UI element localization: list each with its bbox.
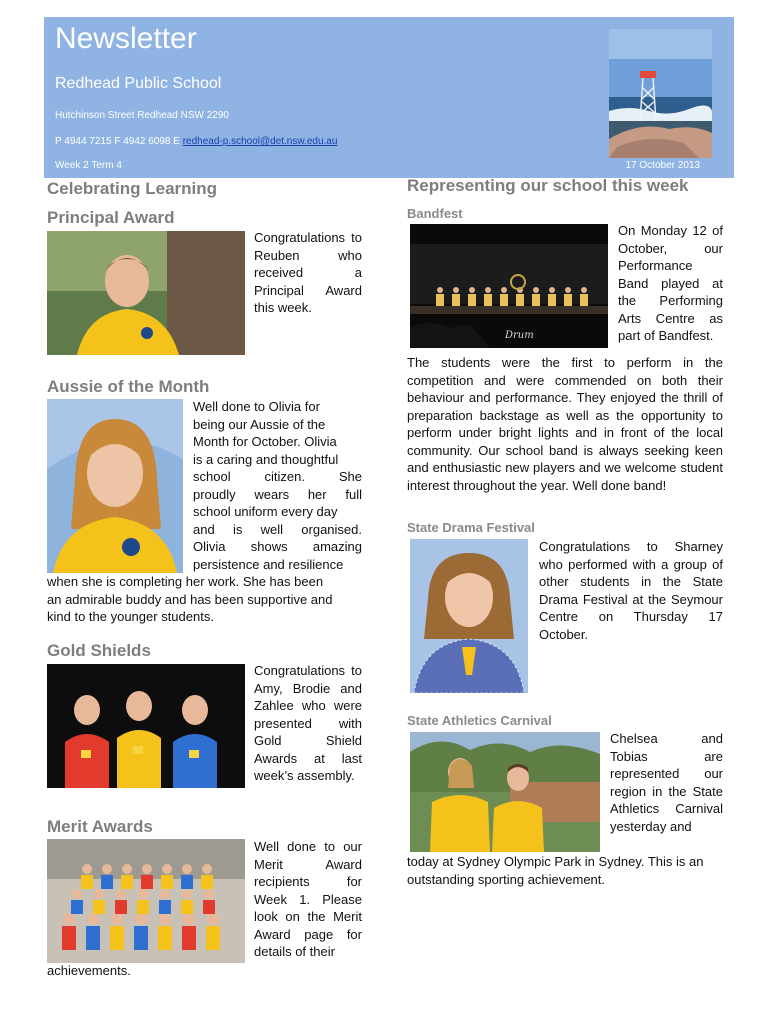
drum-logo-text: Drum [505,330,534,341]
state-drama-text: Congratulations to Sharney who performed with a group of other students in the State Drama Festival at the Seymour Centre on Thursday 17 October. [539,539,723,642]
merit-awards-text-tail: achievements. [47,963,131,978]
school-contact [55,136,337,147]
principal-award-text: Congratulations to Reuben who received a Principal Award this week. [254,230,362,315]
merit-awards-heading: Merit Awards [47,817,153,836]
aussie-line: when she is completing her work. She has been [47,574,324,589]
aussie-line: proudly wears her full [193,486,362,502]
aussie-line: kind to the younger students. [47,609,214,624]
school-name: Redhead Public School [55,75,222,92]
aussie-line: persistence and resilience [193,556,344,572]
bandfest-lead-text: On Monday 12 of October, our Performance Band played at the Performing Arts Centre as part of Bandfest. [618,223,723,343]
term-week: Week 2 Term 4 [55,160,122,171]
newsletter-title: Newsletter [55,22,197,55]
aussie-line: Month for October. Olivia [193,434,337,449]
principal-award-photo [47,231,245,355]
aussie-line: Olivia shows amazing [193,539,362,554]
representing-school-heading: Representing our school this week [407,176,689,195]
principal-award-heading: Principal Award [47,208,175,227]
school-address: Hutchinson Street Redhead NSW 2290 [55,110,229,121]
aussie-of-month-text [47,398,362,626]
gold-shields-text: Congratulations to Amy, Brodie and Zahlee who were presented with Gold Shield Awards at last week’s assembly. [254,663,362,783]
state-drama-heading: State Drama Festival [407,520,535,535]
header-beach-photo [609,29,712,158]
celebrating-learning-heading: Celebrating Learning [47,179,218,198]
bandfest-body-text: The students were the first to perform in the competition and were commended on both their behaviour and performance. They enjoyed the thrill of preparation backstage as well as the opportunity to perform under bright lights and in front of the local community. Our school band is always seeking keen and enthusiastic new players and we welcome student interest throughout the year. Well done band! [407,355,723,493]
contact-phone-fax: P 4944 7215 F 4942 6098 E [55,136,183,147]
aussie-line: is a caring and thoughtful [193,451,339,467]
gold-shields-photo [47,664,245,788]
aussie-line: being our Aussie of the [193,416,326,432]
aussie-line: school uniform every day [193,504,338,519]
aussie-line: school citizen. She [193,469,362,484]
email-link[interactable]: redhead-p.school@det.nsw.edu.au [182,136,338,147]
merit-awards-photo [47,839,245,963]
state-athletics-text-tail: today at Sydney Olympic Park in Sydney. This is an outstanding sporting achievement. [407,854,704,887]
state-athletics-heading: State Athletics Carnival [407,713,552,728]
aussie-line: an admirable buddy and has been supportive and [47,591,333,607]
state-athletics-text: Chelsea and Tobias are represented our region in the State Athletics Carnival yesterday and [610,731,723,834]
aussie-line: Well done to Olivia for [193,399,320,414]
gold-shields-heading: Gold Shields [47,641,151,660]
state-athletics-photo [410,732,600,852]
merit-awards-text: Well done to our Merit Award recipients for Week 1. Please look on the Merit Award page for details of their [254,839,362,959]
aussie-line: and is well organised. [193,521,362,537]
bandfest-photo [410,224,608,348]
state-drama-photo [410,539,528,693]
aussie-of-month-heading: Aussie of the Month [47,377,210,396]
bandfest-heading: Bandfest [407,206,463,221]
issue-date: 17 October 2013 [625,160,700,171]
